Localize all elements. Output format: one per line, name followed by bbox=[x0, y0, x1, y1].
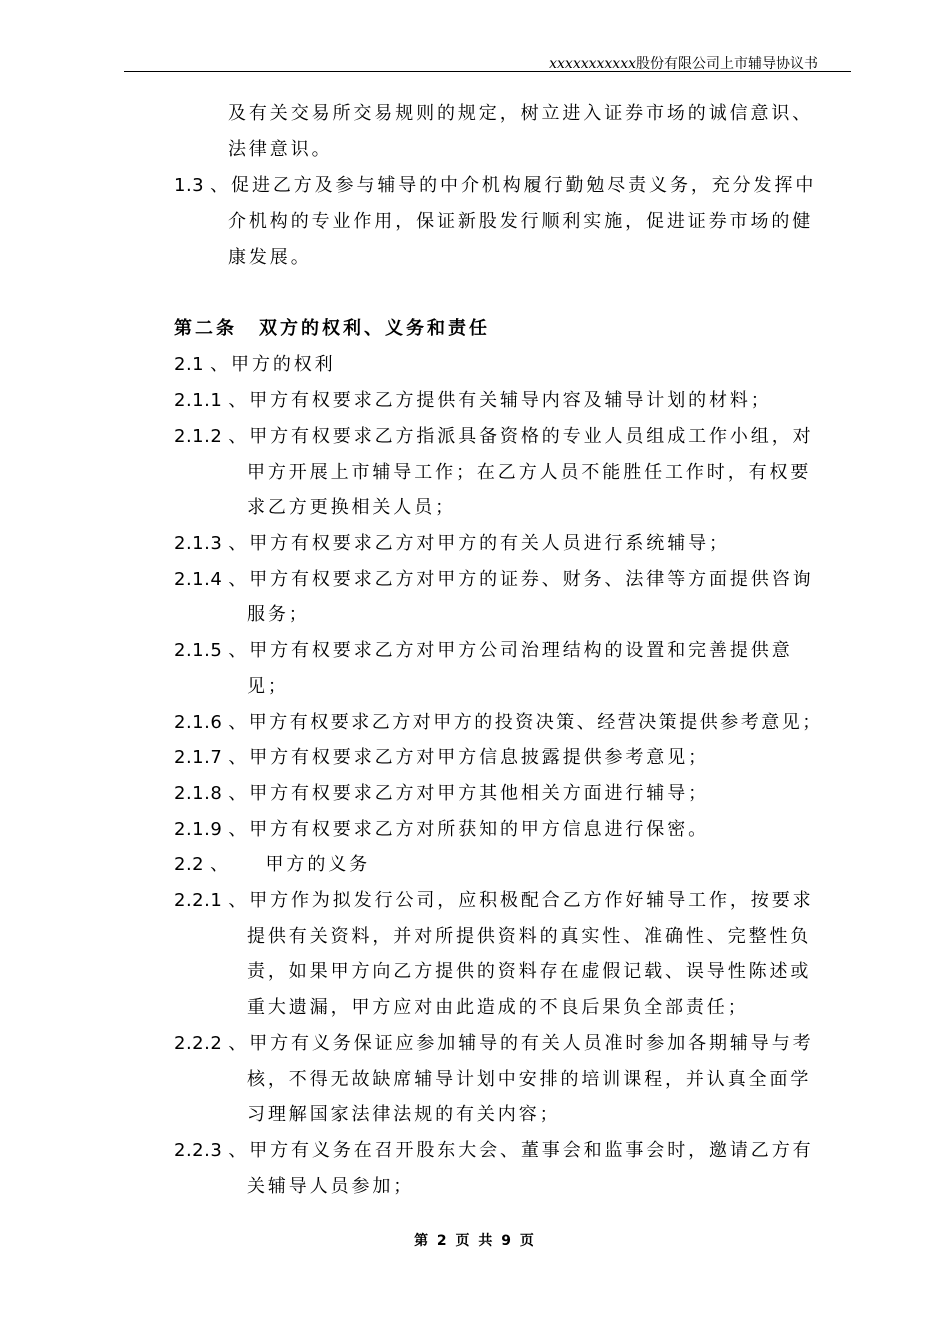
clause-2-1-7: 2.1.7 、甲方有权要求乙方对甲方信息披露提供参考意见； bbox=[174, 747, 710, 768]
clause-2-1-3: 2.1.3 、甲方有权要求乙方对甲方的有关人员进行系统辅导； bbox=[174, 533, 730, 554]
paragraph-line: 及有关交易所交易规则的规定，树立进入证券市场的诚信意识、 bbox=[228, 103, 814, 124]
clause-2-1-4: 2.1.4 、甲方有权要求乙方对甲方的证券、财务、法律等方面提供咨询 bbox=[174, 569, 814, 590]
paragraph-line: 介机构的专业作用，保证新股发行顺利实施，促进证券市场的健 bbox=[228, 211, 814, 232]
paragraph-line: 关辅导人员参加； bbox=[247, 1176, 415, 1197]
paragraph-line: 法律意识。 bbox=[228, 139, 333, 160]
section-heading: 第二条 双方的权利、义务和责任 bbox=[174, 318, 490, 339]
paragraph-line: 核，不得无故缺席辅导计划中安排的培训课程，并认真全面学 bbox=[247, 1069, 812, 1090]
paragraph-line: 提供有关资料，并对所提供资料的真实性、准确性、完整性负 bbox=[247, 926, 812, 947]
clause-2-2-1: 2.2.1 、甲方作为拟发行公司，应积极配合乙方作好辅导工作，按要求 bbox=[174, 890, 814, 911]
clause-2-1-6: 2.1.6 、甲方有权要求乙方对甲方的投资决策、经营决策提供参考意见； bbox=[174, 712, 823, 733]
clause-2-1-2: 2.1.2 、甲方有权要求乙方指派具备资格的专业人员组成工作小组，对 bbox=[174, 426, 814, 447]
paragraph-line: 服务； bbox=[247, 604, 310, 625]
clause-2-2-3: 2.2.3 、甲方有义务在召开股东大会、董事会和监事会时，邀请乙方有 bbox=[174, 1140, 814, 1161]
clause-2-1-1: 2.1.1 、甲方有权要求乙方提供有关辅导内容及辅导计划的材料； bbox=[174, 390, 772, 411]
clause-2-2-2: 2.2.2 、甲方有义务保证应参加辅导的有关人员准时参加各期辅导与考 bbox=[174, 1033, 814, 1054]
clause-1-3: 1.3 、促进乙方及参与辅导的中介机构履行勤勉尽责义务，充分发挥中 bbox=[174, 175, 817, 196]
clause-2-1: 2.1 、甲方的权利 bbox=[174, 354, 336, 375]
header-title bbox=[549, 53, 818, 73]
header-rule bbox=[124, 71, 851, 72]
company-code: xxxxxxxxxxx bbox=[549, 56, 636, 72]
clause-2-1-5: 2.1.5 、甲方有权要求乙方对甲方公司治理结构的设置和完善提供意 bbox=[174, 640, 793, 661]
paragraph-line: 责，如果甲方向乙方提供的资料存在虚假记载、误导性陈述或 bbox=[247, 961, 812, 982]
header-doc-title: 股份有限公司上市辅导协议书 bbox=[636, 56, 818, 72]
paragraph-line: 习理解国家法律法规的有关内容； bbox=[247, 1104, 561, 1125]
paragraph-line: 见； bbox=[247, 676, 289, 697]
page-number-footer: 第 2 页 共 9 页 bbox=[414, 1233, 536, 1249]
paragraph-line: 甲方开展上市辅导工作；在乙方人员不能胜任工作时，有权要 bbox=[247, 462, 812, 483]
paragraph-line: 重大遗漏，甲方应对由此造成的不良后果负全部责任； bbox=[247, 997, 749, 1018]
clause-2-1-8: 2.1.8 、甲方有权要求乙方对甲方其他相关方面进行辅导； bbox=[174, 783, 710, 804]
clause-2-1-9: 2.1.9 、甲方有权要求乙方对所获知的甲方信息进行保密。 bbox=[174, 819, 710, 840]
paragraph-line: 求乙方更换相关人员； bbox=[247, 497, 456, 518]
paragraph-line: 康发展。 bbox=[228, 247, 312, 268]
clause-2-2: 2.2 、 甲方的义务 bbox=[174, 854, 371, 875]
